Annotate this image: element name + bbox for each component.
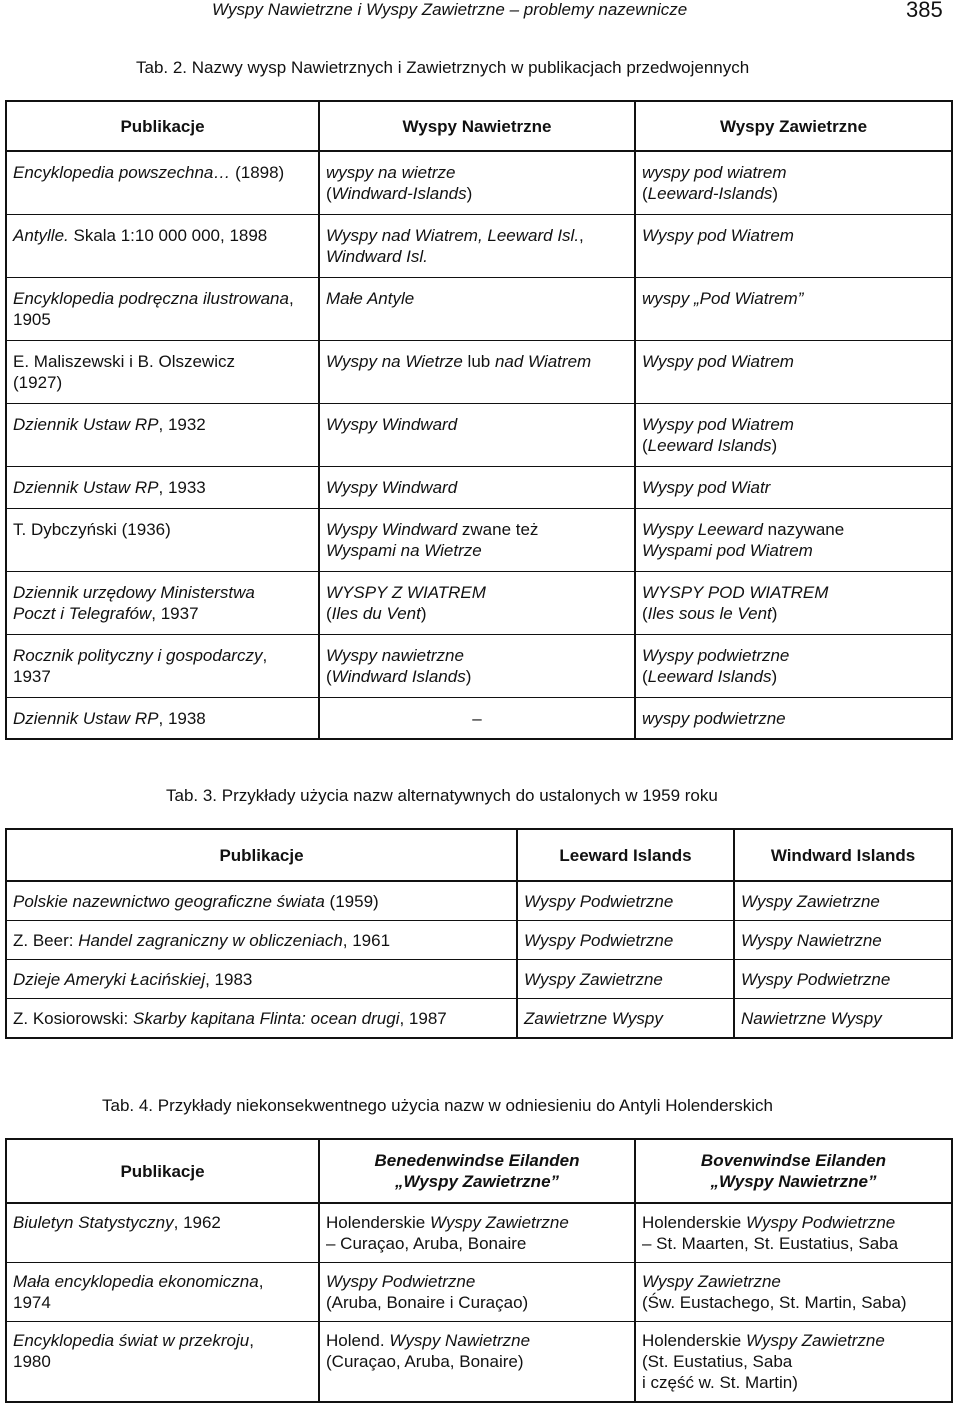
table-3-leeward-cell-text: Wyspy Podwietrzne: [524, 930, 674, 950]
table-2-publication-cell-text: , 1933: [158, 478, 206, 497]
table-3-windward-cell-text: Wyspy Podwietrzne: [741, 969, 891, 989]
table-4-publication-cell: [6, 1203, 319, 1263]
table-2-windward-cell-text: (: [326, 184, 332, 203]
table-3-publication-cell-text: Dzieje Ameryki Łacińskiej: [13, 969, 206, 989]
table-2-windward-cell-text: ): [465, 667, 472, 686]
table-4-benedenwindse-cell-text: Holend.: [326, 1331, 390, 1350]
table-4-header-bovenwindse-polish: „Wyspy Nawietrzne”: [710, 1172, 877, 1191]
table-4-bovenwindse-cell-text: Wyspy Zawietrzne: [642, 1272, 781, 1291]
table-2-windward-cell: [319, 278, 635, 341]
table-2-windward-cell-text: (: [326, 604, 332, 623]
table-2-windward-cell-text: Windward Isl.: [326, 247, 428, 266]
table-row: [6, 509, 952, 572]
table-2-windward-cell: [319, 509, 635, 572]
table-3-publication-cell-text: Handel zagraniczny w obliczeniach: [78, 930, 343, 950]
page-header: [0, 0, 960, 28]
table-2-leeward-cell-text: Wyspy pod Wiatrem: [642, 352, 794, 371]
table-2-leeward-cell-text: Wyspy Leeward: [642, 520, 763, 539]
table-4-bovenwindse-cell-text: Wyspy Zawietrzne: [745, 1331, 885, 1350]
table-4-bovenwindse-cell-text: – St. Maarten, St. Eustatius, Saba: [642, 1234, 899, 1253]
table-2-publication-cell: [6, 215, 319, 278]
table-row: [6, 341, 952, 404]
table-2-publication-cell-text: , 1937: [151, 604, 199, 623]
table-row: [6, 1203, 952, 1263]
table-2-publication-cell: [6, 341, 319, 404]
table-4-benedenwindse-cell: [319, 1263, 635, 1322]
table-2-publication-cell: [6, 635, 319, 698]
table-2-windward-cell-text: Wyspy Windward: [326, 415, 458, 434]
table-2-publication-cell-text: Dziennik urzędowy Ministerstwa: [13, 583, 255, 602]
page-number: 385: [906, 0, 943, 22]
table-2-publication-cell-text: T. Dybczyński (1936): [13, 520, 171, 539]
table-2-publication-cell-text: , 1938: [158, 709, 206, 728]
table-2-publication-cell: [6, 404, 319, 467]
table-row: [6, 960, 952, 999]
table-2-publication-cell: [6, 467, 319, 509]
table-2-leeward-cell: [635, 635, 952, 698]
table-2-leeward-cell: [635, 215, 952, 278]
table-2-publication-cell-text: (1927): [13, 373, 63, 392]
table-row: [6, 404, 952, 467]
table-2-windward-cell-text: wyspy na wietrze: [326, 163, 456, 182]
table-2-windward-cell-text: zwane też: [457, 520, 539, 539]
table-4-benedenwindse-cell-text: Wyspy Nawietrzne: [389, 1331, 531, 1350]
table-4-header-bovenwindse: [635, 1139, 952, 1203]
table-4-bovenwindse-cell: [635, 1203, 952, 1263]
table-3-leeward-cell: [517, 960, 734, 999]
table-2-windward-cell-text: nad Wiatrem: [494, 352, 592, 371]
table-row: [6, 881, 952, 921]
table-2-windward-cell-text: Wyspy na Wietrze: [326, 352, 463, 371]
table-2-leeward-cell: [635, 151, 952, 215]
table-2-windward-cell: [319, 698, 635, 740]
table-2-leeward-cell-text: Wyspy pod Wiatr: [642, 478, 771, 497]
table-2-leeward-cell-text: Wyspy pod Wiatrem: [642, 226, 794, 245]
table-4-caption: Tab. 4. Przykłady niekonsekwentnego użycia nazw w odniesieniu do Antyli Holenderskich: [102, 1096, 773, 1115]
table-3-windward-cell-text: Wyspy Zawietrzne: [741, 891, 880, 911]
table-2-windward-cell-text: Iles du Vent: [331, 604, 421, 623]
table-2-windward-cell-text: Wyspy nad Wiatrem, Leeward Isl.: [326, 226, 580, 245]
table-4-publication-cell-text: Biuletyn Statystyczny: [13, 1213, 174, 1232]
table-4-publication-cell-text: 1974: [13, 1293, 51, 1312]
table-2-publication-cell: [6, 509, 319, 572]
table-3-leeward-cell: [517, 999, 734, 1039]
table-2-header-windward: Wyspy Nawietrzne: [319, 101, 635, 151]
table-2-windward-cell-text: Wyspy Windward: [326, 478, 458, 497]
table-2-publication-cell-text: Skala 1:10 000 000, 1898: [73, 226, 268, 245]
table-4-benedenwindse-cell: [319, 1322, 635, 1403]
table-2-publication-cell-text: ,: [262, 646, 268, 665]
table-2-windward-cell: [319, 467, 635, 509]
table-3-leeward-cell-text: Wyspy Zawietrzne: [524, 969, 663, 989]
table-2-leeward-cell-text: Leeward Islands: [647, 667, 772, 686]
table-2-windward-cell-text: ): [420, 604, 427, 623]
table-3-caption: Tab. 3. Przykłady użycia nazw alternatywnych do ustalonych w 1959 roku: [166, 786, 718, 805]
table-3-windward-cell-text: Nawietrzne Wyspy: [741, 1008, 882, 1028]
table-2-publication-cell-text: Antylle.: [13, 226, 74, 245]
table-row: [6, 921, 952, 960]
table-2-leeward-cell-text: (: [642, 184, 648, 203]
table-4-header-publications-label: Publikacje: [120, 1161, 205, 1181]
table-2-leeward-cell-text: (: [642, 667, 648, 686]
table-2-leeward-cell-text: Wyspami pod Wiatrem: [642, 541, 813, 560]
table-2-leeward-cell: [635, 698, 952, 740]
table-2-publication-cell-text: , 1932: [158, 415, 206, 434]
table-4-header-benedenwindse: [319, 1139, 635, 1203]
table-4-benedenwindse-cell-text: (Curaçao, Aruba, Bonaire): [326, 1352, 524, 1371]
table-3-publication-cell-text: Polskie nazewnictwo geograficzne świata: [13, 891, 325, 911]
table-2-windward-cell-text: WYSPY Z WIATREM: [326, 583, 486, 602]
table-2-publication-cell-text: Dziennik Ustaw RP: [13, 478, 159, 497]
table-2-publication-cell-text: Dziennik Ustaw RP: [13, 709, 159, 728]
table-4-publication-cell-text: ,: [258, 1272, 264, 1291]
table-2-windward-cell: [319, 635, 635, 698]
table-2-publication-cell-text: Poczt i Telegrafów: [13, 604, 152, 623]
table-2-windward-cell-text: (: [326, 667, 332, 686]
table-2-leeward-cell-text: wyspy „Pod Wiatrem”: [642, 289, 804, 308]
table-2-leeward-cell: [635, 572, 952, 635]
running-title: Wyspy Nawietrzne i Wyspy Zawietrzne – problemy nazewnicze: [212, 0, 688, 19]
table-2-windward-cell-text: Windward Islands: [331, 667, 466, 686]
table-4-publication-cell: [6, 1263, 319, 1322]
table-3-windward-cell: [734, 999, 952, 1039]
table-2-windward-cell-text: Wyspami na Wietrze: [326, 541, 482, 560]
table-2-windward-cell: [319, 404, 635, 467]
table-4-publication-cell-text: Mała encyklopedia ekonomiczna: [13, 1272, 259, 1291]
table-row: [6, 635, 952, 698]
table-2-caption: Tab. 2. Nazwy wysp Nawietrznych i Zawietrznych w publikacjach przedwojennych: [136, 58, 750, 77]
table-3-publication-cell-text: Skarby kapitana Flinta: ocean drugi: [132, 1008, 400, 1028]
table-2-publication-cell-text: Rocznik polityczny i gospodarczy: [13, 646, 263, 665]
table-3-publication-cell: [6, 881, 517, 921]
table-3-header-leeward: Leeward Islands: [517, 829, 734, 881]
table-row: [6, 151, 952, 215]
table-4-publication-cell: [6, 1322, 319, 1403]
table-2-publication-cell-text: E. Maliszewski i B. Olszewicz: [13, 352, 235, 371]
table-4-bovenwindse-cell-text: i część w. St. Martin): [642, 1373, 798, 1392]
table-2-windward-cell-text: –: [472, 709, 482, 728]
table-3-publication-cell-text: , 1987: [399, 1008, 447, 1028]
table-2-publication-cell-text: ,: [288, 289, 294, 308]
table-4-publication-cell-text: ,: [249, 1331, 254, 1350]
table-2-windward-cell: [319, 215, 635, 278]
table-3-publication-cell-text: (1959): [324, 891, 379, 911]
table-3-leeward-cell-text: Zawietrzne Wyspy: [524, 1008, 663, 1028]
table-2-windward-cell-text: ): [466, 184, 473, 203]
table-4-benedenwindse-cell: [319, 1203, 635, 1263]
table-2-windward-cell-text: Małe Antyle: [326, 289, 415, 308]
table-2-leeward-cell-text: Leeward Islands: [647, 436, 772, 455]
table-2-leeward-cell-text: WYSPY POD WIATREM: [642, 583, 829, 602]
table-row: [6, 1263, 952, 1322]
table-2-leeward-cell-text: (: [642, 604, 648, 623]
table-3-windward-cell: [734, 921, 952, 960]
table-3-publication-cell: [6, 999, 517, 1039]
table-2-windward-cell: [319, 151, 635, 215]
table-2-publication-cell-text: Dziennik Ustaw RP: [13, 415, 159, 434]
table-2-leeward-cell-text: ): [771, 604, 778, 623]
table-row: [6, 278, 952, 341]
table-4-publication-cell-text: , 1962: [173, 1213, 221, 1232]
table-2-leeward-cell-text: Leeward-Islands: [647, 184, 773, 203]
table-row: [6, 698, 952, 740]
table-3-leeward-cell: [517, 921, 734, 960]
table-2-leeward-cell-text: ): [771, 667, 778, 686]
table-3-windward-cell: [734, 881, 952, 921]
table-2-leeward-cell: [635, 509, 952, 572]
table-3-publication-cell-text: Z. Kosiorowski:: [13, 1008, 133, 1028]
table-4-bovenwindse-cell: [635, 1263, 952, 1322]
table-3-windward-cell: [734, 960, 952, 999]
table-2-windward-cell-text: Windward-Islands: [331, 184, 467, 203]
table-2: [5, 100, 953, 740]
table-4-publication-cell-text: Encyklopedia świat w przekroju: [13, 1331, 250, 1350]
table-2-leeward-cell-text: Wyspy pod Wiatrem: [642, 415, 794, 434]
table-4-bovenwindse-cell-text: Holenderskie: [642, 1331, 746, 1350]
table-2-windward-cell-text: Wyspy nawietrzne: [326, 646, 464, 665]
table-2-leeward-cell-text: nazywane: [762, 520, 845, 539]
table-2-publication-cell: [6, 698, 319, 740]
table-2-leeward-cell-text: ): [772, 184, 779, 203]
table-2-leeward-cell: [635, 467, 952, 509]
table-2-windward-cell-text: Wyspy Windward: [326, 520, 458, 539]
table-2-leeward-cell: [635, 278, 952, 341]
table-2-leeward-cell-text: Wyspy podwietrzne: [642, 646, 790, 665]
table-4-benedenwindse-cell-text: (Aruba, Bonaire i Curaçao): [326, 1293, 529, 1312]
table-4-header-benedenwindse-polish: „Wyspy Zawietrzne”: [394, 1172, 560, 1191]
table-4-publication-cell-text: 1980: [13, 1352, 51, 1371]
table-3-publication-cell: [6, 960, 517, 999]
table-4-bovenwindse-cell-text: (Św. Eustachego, St. Martin, Saba): [642, 1293, 907, 1312]
table-4-benedenwindse-cell-text: Wyspy Zawietrzne: [429, 1213, 569, 1232]
table-row: [6, 215, 952, 278]
table-3-windward-cell-text: Wyspy Nawietrzne: [741, 930, 882, 950]
table-2-windward-cell-text: lub: [462, 352, 495, 371]
table-4-header-bovenwindse-name: Bovenwindse Eilanden: [700, 1151, 887, 1170]
table-row: [6, 467, 952, 509]
table-3-publication-cell: [6, 921, 517, 960]
table-3-header-windward: Windward Islands: [734, 829, 952, 881]
table-2-leeward-cell: [635, 341, 952, 404]
table-2-windward-cell: [319, 341, 635, 404]
table-3-publication-cell-text: , 1961: [342, 930, 391, 950]
table-4-benedenwindse-cell-text: Holenderskie: [326, 1213, 430, 1232]
table-2-leeward-cell: [635, 404, 952, 467]
table-row: [6, 1322, 952, 1403]
table-2-header-leeward: Wyspy Zawietrzne: [635, 101, 952, 151]
table-2-leeward-cell-text: (: [642, 436, 648, 455]
table-2-publication-cell: [6, 572, 319, 635]
table-3-leeward-cell-text: Wyspy Podwietrzne: [524, 891, 674, 911]
table-2-windward-cell-text: ,: [579, 226, 584, 245]
table-4-bovenwindse-cell-text: Holenderskie: [642, 1213, 746, 1232]
table-4-benedenwindse-cell-text: Wyspy Podwietrzne: [326, 1272, 476, 1291]
table-3-header-publications: Publikacje: [6, 829, 517, 881]
table-2-publication-cell: [6, 278, 319, 341]
table-row: [6, 999, 952, 1039]
table-2-leeward-cell-text: wyspy pod wiatrem: [642, 163, 787, 182]
table-2-leeward-cell-text: wyspy podwietrzne: [642, 709, 786, 728]
table-2-publication-cell-text: Encyklopedia powszechna…: [13, 163, 236, 182]
table-4-header-benedenwindse-name: Benedenwindse Eilanden: [374, 1151, 580, 1170]
table-2-leeward-cell-text: Iles sous le Vent: [647, 604, 772, 623]
table-2-publication-cell-text: 1937: [13, 667, 51, 686]
table-row: [6, 572, 952, 635]
table-2-publication-cell-text: Encyklopedia podręczna ilustrowana: [13, 289, 289, 308]
table-4-benedenwindse-cell-text: – Curaçao, Aruba, Bonaire: [326, 1234, 527, 1253]
table-4: [5, 1138, 953, 1403]
table-2-publication-cell-text: (1898): [235, 163, 285, 182]
table-3: [5, 828, 953, 1039]
table-4-bovenwindse-cell-text: Wyspy Podwietrzne: [745, 1213, 896, 1232]
table-2-publication-cell: [6, 151, 319, 215]
table-4-bovenwindse-cell-text: (St. Eustatius, Saba: [642, 1352, 793, 1371]
table-2-windward-cell: [319, 572, 635, 635]
table-3-publication-cell-text: , 1983: [205, 969, 253, 989]
table-3-leeward-cell: [517, 881, 734, 921]
table-2-header-publications: Publikacje: [6, 101, 319, 151]
table-2-publication-cell-text: 1905: [13, 310, 51, 329]
table-2-leeward-cell-text: ): [771, 436, 778, 455]
table-4-header-publications: [6, 1139, 319, 1203]
table-3-publication-cell-text: Z. Beer:: [13, 930, 79, 950]
table-4-bovenwindse-cell: [635, 1322, 952, 1403]
